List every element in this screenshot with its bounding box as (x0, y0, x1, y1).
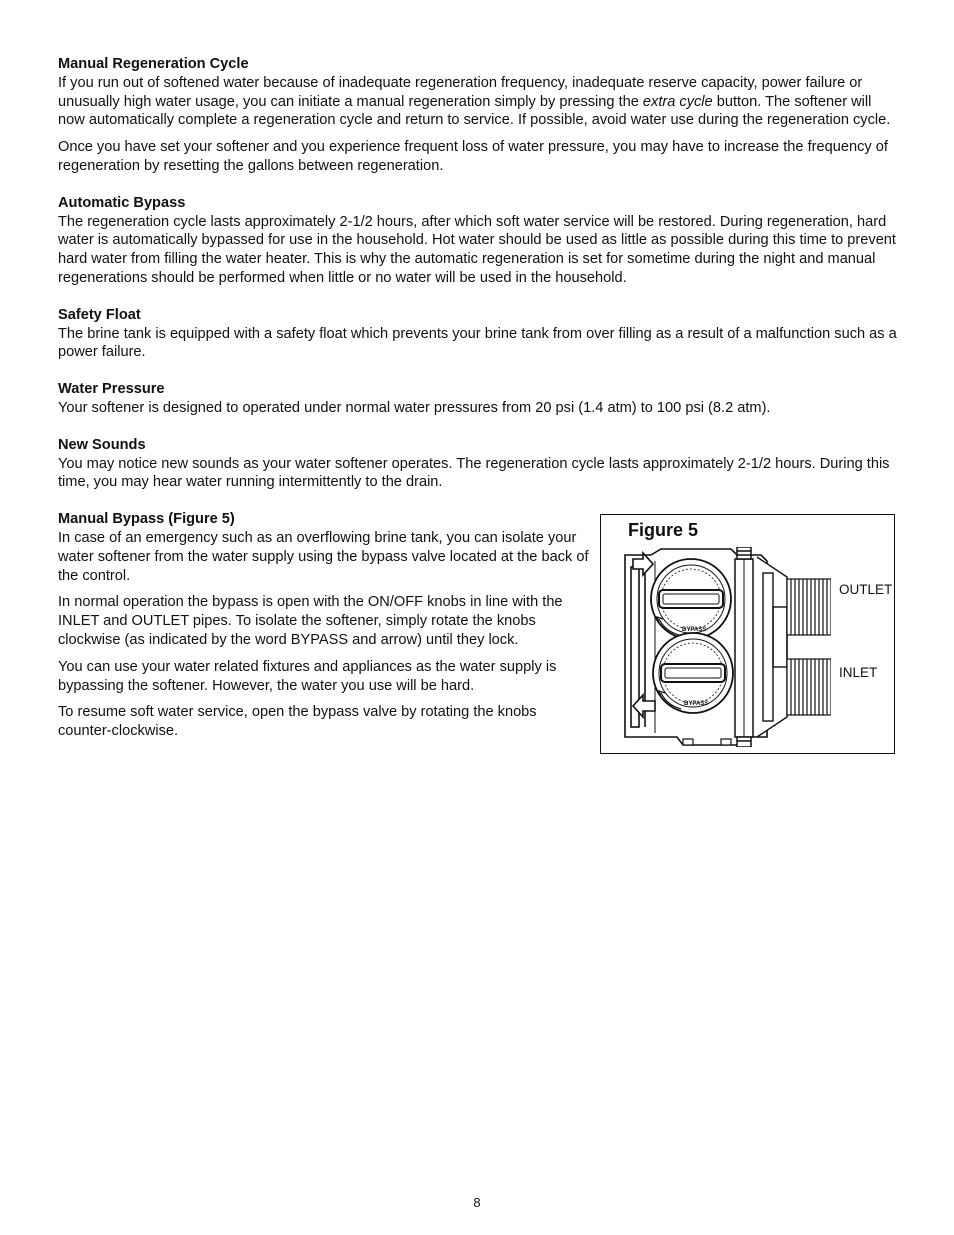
heading-automatic-bypass: Automatic Bypass (58, 194, 186, 211)
page-number: 8 (473, 1195, 481, 1210)
figure-5-bypass-valve (600, 514, 895, 754)
paragraph: You may notice new sounds as your water softener operates. The regeneration cycle lasts approximately 2-1/2 hours. During this time, you may hear water running intermittently to the drain. (58, 455, 890, 491)
outlet-pipe (787, 579, 831, 635)
manual-bypass-text (58, 510, 590, 741)
text-span: If you run out of softened water because of inadequate regeneration frequency, inadequate reserve capacity, power failure or unusually high water usage, you can initiate a manual regeneration simply by pressing the (58, 74, 863, 110)
paragraph: Your softener is designed to operated under normal water pressures from 20 psi (1.4 atm) to 100 psi (8.2 atm). (58, 399, 771, 416)
section-safety-float (58, 306, 898, 362)
emphasis-text: extra cycle (642, 93, 713, 110)
heading-manual-bypass: Manual Bypass (Figure 5) (58, 511, 235, 528)
paragraph: In normal operation the bypass is open with the ON/OFF knobs in line with the INLET and OUTLET pipes. To isolate the softener, simply rotate the knobs clockwise (as indicated by the word BYPASS and arrow) until they lock. (58, 594, 563, 648)
section-automatic-bypass (58, 194, 898, 288)
paragraph: You can use your water related fixtures and appliances as the water supply is bypassing the softener. However, the water you use will be hard. (58, 658, 557, 694)
text-span: button. The softener will now automatically complete a regeneration cycle and return to service. If possible, avoid water use during the regeneration cycle. (58, 93, 891, 129)
heading-new-sounds: New Sounds (58, 436, 146, 453)
section-manual-regeneration (58, 55, 898, 176)
heading-manual-regeneration: Manual Regeneration Cycle (58, 56, 249, 72)
section-water-pressure (58, 380, 898, 418)
inlet-label: INLET (839, 665, 878, 681)
page-content (58, 55, 898, 759)
bracket (757, 557, 787, 737)
knob-label: BYPASS (684, 701, 709, 708)
paragraph: Once you have set your softener and you experience frequent loss of water pressure, you may have to increase the frequency of regeneration by resetting the gallons between regeneration. (58, 139, 888, 174)
heading-water-pressure: Water Pressure (58, 381, 165, 398)
knob-label: BYPASS (682, 627, 707, 634)
outlet-label: OUTLET (839, 582, 893, 598)
section-new-sounds (58, 436, 898, 492)
paragraph (58, 74, 898, 130)
paragraph: The brine tank is equipped with a safety float which prevents your brine tank from over filling as a result of a malfunction such as a power failure. (58, 325, 897, 361)
paragraph: The regeneration cycle lasts approximately 2-1/2 hours, after which soft water service will be restored. During regeneration, hard water is automatically bypassed for use in the household. Hot water should be used as little as possible during this time to prevent hard water from filling the water heater. This is why the automatic regeneration is set for sometime during the night and manual regenerations should be performed when little or no water will be used in the household. (58, 213, 896, 286)
bypass-valve-illustration (621, 547, 831, 747)
bypass-rod (735, 547, 753, 747)
inlet-pipe (787, 659, 831, 715)
heading-safety-float: Safety Float (58, 306, 141, 323)
paragraph: In case of an emergency such as an overflowing brine tank, you can isolate your water softener from the water supply using the bypass valve located at the back of the control. (58, 529, 589, 584)
section-manual-bypass (58, 510, 898, 741)
figure-title: Figure 5 (628, 520, 699, 541)
paragraph: To resume soft water service, open the bypass valve by rotating the knobs counter-clockwise. (58, 704, 537, 740)
